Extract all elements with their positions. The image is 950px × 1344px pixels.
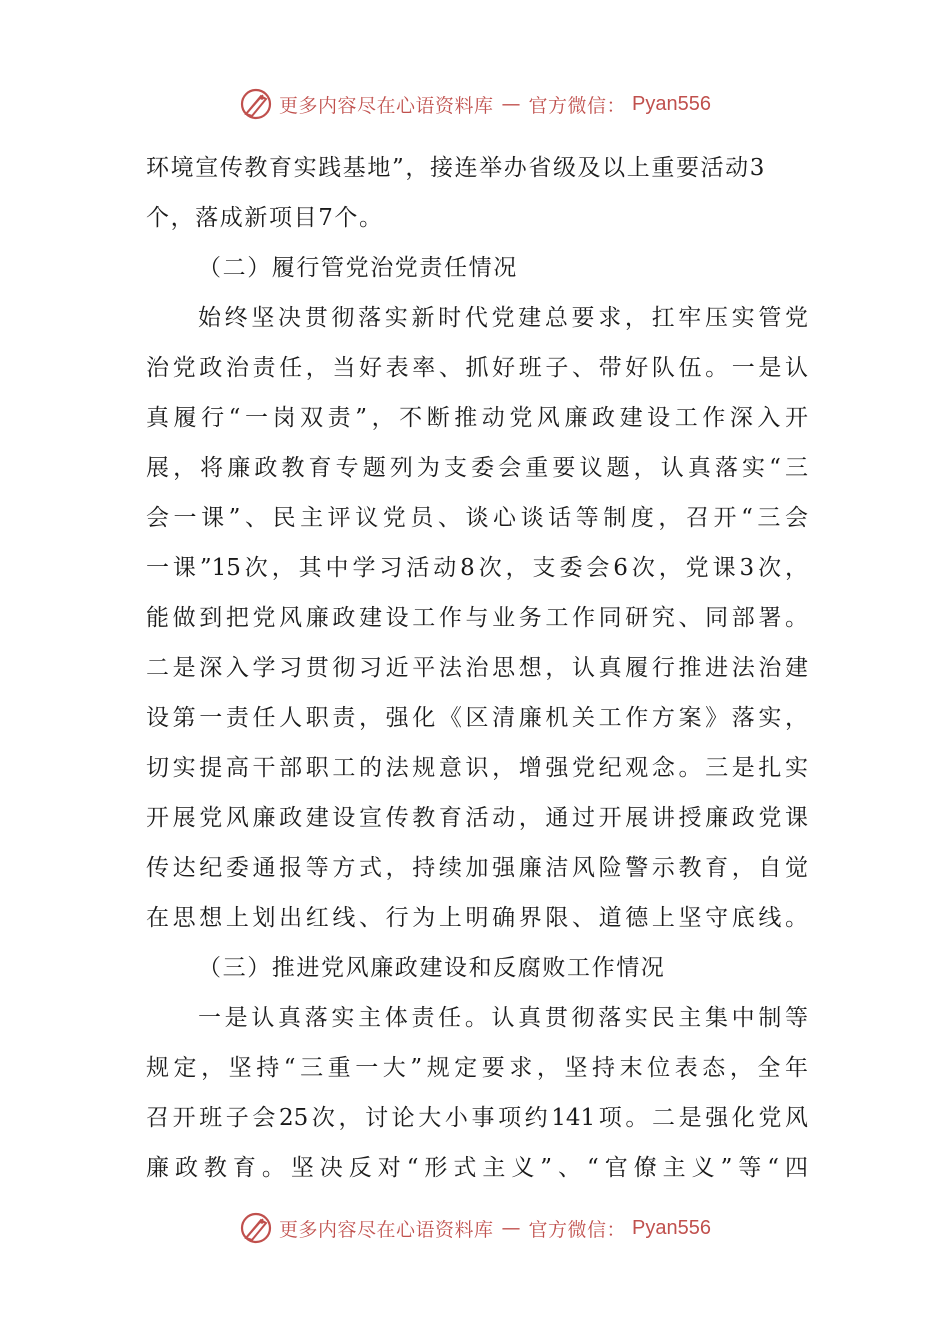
text-line: 开展党风廉政建设宣传教育活动，通过开展讲授廉政党课 bbox=[146, 805, 808, 831]
text-line: 始终坚决贯彻落实新时代党建总要求，扛牢压实管党 bbox=[198, 305, 808, 331]
text-line: 能做到把党风廉政建设工作与业务工作同研究、同部署。 bbox=[146, 605, 808, 631]
text-line: 一是认真落实主体责任。认真贯彻落实民主集中制等 bbox=[198, 1005, 808, 1031]
text-line: 环境宣传教育实践基地”，接连举办省级及以上重要活动3 bbox=[146, 155, 766, 181]
watermark-contact-id: Pyan556 bbox=[632, 1216, 711, 1239]
pen-nib-icon bbox=[239, 87, 273, 121]
watermark-text: 更多内容尽在心语资料库 bbox=[279, 94, 494, 117]
text-line: 传达纪委通报等方式，持续加强廉洁风险警示教育，自觉 bbox=[146, 855, 808, 881]
watermark-dash: — bbox=[501, 93, 521, 115]
text-line: 规定，坚持“三重一大”规定要求，坚持末位表态，全年 bbox=[146, 1055, 808, 1081]
text-line: 会一课”、民主评议党员、谈心谈话等制度，召开“三会 bbox=[146, 505, 808, 531]
text-line: 治党政治责任，当好表率、抓好班子、带好队伍。一是认 bbox=[146, 355, 808, 381]
text-line: 廉政教育。坚决反对“形式主义”、“官僚主义”等“四 bbox=[146, 1155, 808, 1181]
header-watermark bbox=[0, 84, 950, 124]
text-line: 设第一责任人职责，强化《区清廉机关工作方案》落实， bbox=[146, 705, 808, 731]
text-line: 个，落成新项目7个。 bbox=[146, 205, 384, 231]
text-line: 在思想上划出红线、行为上明确界限、道德上坚守底线。 bbox=[146, 905, 808, 931]
text-line: 真履行“一岗双责”，不断推动党风廉政建设工作深入开 bbox=[146, 405, 808, 431]
watermark-contact-label: 官方微信： bbox=[528, 1218, 627, 1241]
watermark-dash: — bbox=[501, 1217, 521, 1239]
text-line: 召开班子会25次，讨论大小事项约141项。二是强化党风 bbox=[146, 1105, 808, 1131]
text-line: 展，将廉政教育专题列为支委会重要议题，认真落实“三 bbox=[146, 455, 808, 481]
section-heading: （三）推进党风廉政建设和反腐败工作情况 bbox=[198, 955, 666, 981]
watermark-contact-id: Pyan556 bbox=[632, 92, 711, 115]
watermark-contact-label: 官方微信： bbox=[528, 94, 627, 117]
pen-nib-icon bbox=[239, 1211, 273, 1245]
watermark-text: 更多内容尽在心语资料库 bbox=[279, 1218, 494, 1241]
text-line: 二是深入学习贯彻习近平法治思想，认真履行推进法治建 bbox=[146, 655, 808, 681]
section-heading: （二）履行管党治党责任情况 bbox=[198, 255, 518, 281]
text-line: 切实提高干部职工的法规意识，增强党纪观念。三是扎实 bbox=[146, 755, 808, 781]
text-line: 一课”15次，其中学习活动8次，支委会6次，党课3次， bbox=[146, 555, 808, 581]
footer-watermark bbox=[0, 1208, 950, 1248]
document-body bbox=[146, 143, 808, 1193]
